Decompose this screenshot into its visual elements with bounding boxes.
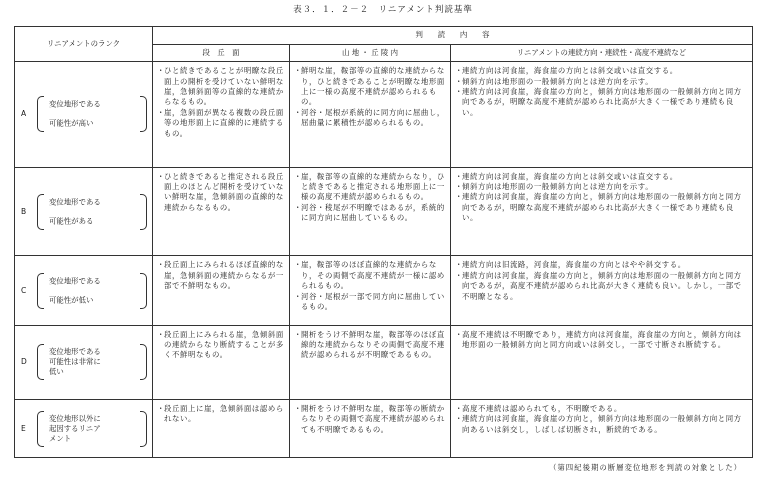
rank-label-line: 起因するリニア	[49, 423, 101, 433]
criteria-item	[294, 292, 446, 313]
rank-label-line: 変位地形である	[49, 99, 101, 109]
rank-label-line: 変位地形以外に	[49, 413, 101, 423]
right-bracket	[140, 96, 147, 132]
rank-cell	[15, 325, 153, 399]
rank-label-line: 変位地形である	[49, 276, 101, 286]
bullet-mark: ・	[157, 107, 165, 117]
criteria-text: 段丘面上にみられる崖，急傾斜面の連続からなり断続することが多く不鮮明なもの。	[164, 329, 284, 360]
rank-label-line: 可能性が低い	[49, 295, 94, 305]
terrace-cell	[153, 325, 290, 399]
table-body	[15, 62, 753, 458]
mountain-cell	[290, 256, 451, 325]
mountain-cell	[290, 325, 451, 399]
criteria-item	[455, 330, 748, 351]
bullet-mark: ・	[157, 329, 165, 339]
lineament-criteria-table	[14, 26, 753, 458]
bullet-mark: ・	[455, 270, 463, 280]
criteria-item	[157, 260, 285, 291]
right-bracket	[140, 411, 147, 447]
terrace-cell	[153, 62, 290, 167]
criteria-item	[455, 271, 748, 302]
rank-label	[49, 197, 141, 226]
criteria-text: 河谷・尾根が一部で同方向に屈曲しているもの。	[301, 291, 445, 312]
mountain-cell	[290, 400, 451, 458]
mountain-cell	[290, 167, 451, 256]
criteria-text: 高度不連続は認められても，不明瞭である。	[462, 404, 622, 414]
criteria-item	[455, 414, 748, 435]
rank-label-line: 低い	[49, 367, 64, 377]
rank-letter: D	[21, 357, 27, 367]
criteria-item	[157, 66, 285, 108]
bullet-mark: ・	[455, 414, 463, 424]
criteria-item	[455, 87, 748, 118]
bullet-mark: ・	[157, 404, 165, 414]
bullet-mark: ・	[294, 202, 302, 212]
criteria-item	[294, 108, 446, 129]
table-row	[15, 400, 753, 458]
rank-label-line: 可能性がある	[49, 216, 94, 225]
header-continuity: リニアメントの連続方向・連続性・高度不連続など	[451, 44, 753, 62]
right-bracket	[140, 344, 147, 380]
rank-letter: E	[21, 423, 26, 433]
criteria-text: 河谷・尾根が系統的に同方向に屈曲し，屈曲量に累積性が認められるもの。	[301, 107, 445, 128]
criteria-text: ひと続きであることが明瞭な段丘面上の開析を受けていない鮮明な崖，急傾斜面等の直線的な連続からなるもの。	[164, 66, 284, 107]
table-row	[15, 256, 753, 325]
bullet-mark: ・	[455, 404, 463, 414]
bullet-mark: ・	[294, 291, 302, 301]
rank-label	[49, 414, 141, 444]
table-row	[15, 62, 753, 167]
bullet-mark: ・	[455, 76, 463, 86]
criteria-text: 連続方向は河食崖，海食崖の方向と，傾斜方向は地形面の一般傾斜方向と同方向であるが，高度不連続が認められ比高が大きく連続も良い。しかし，一部で不明瞭となる。	[462, 270, 742, 301]
bullet-mark: ・	[294, 66, 302, 76]
criteria-text: 崖，鞍部等のほぼ直線的な連続からなり，その両側で高度不連続が一様に認められるもの。	[301, 260, 445, 291]
rank-label-line: 変位地形である	[49, 197, 101, 206]
rank-cell	[15, 167, 153, 256]
rank-label-line: 変位地形である	[49, 347, 101, 357]
criteria-item	[294, 172, 446, 203]
terrace-cell	[153, 400, 290, 458]
criteria-text: 河谷・稜尾が不明瞭ではあるが，系統的に同方向に屈曲しているもの。	[301, 202, 445, 223]
bullet-mark: ・	[157, 260, 165, 270]
rank-letter: B	[21, 206, 27, 216]
bullet-mark: ・	[294, 404, 302, 414]
continuity-cell	[451, 256, 753, 325]
rank-label-line: 可能性が高い	[49, 118, 94, 128]
footnote: （第四紀後期の断層変位地形を判読の対象とした）	[549, 463, 742, 472]
criteria-item	[455, 182, 748, 192]
right-bracket	[140, 273, 147, 309]
right-bracket	[140, 194, 147, 230]
bullet-mark: ・	[455, 329, 463, 339]
criteria-item	[455, 66, 748, 76]
mountain-cell	[290, 62, 451, 167]
bullet-mark: ・	[455, 171, 463, 181]
criteria-item	[157, 172, 285, 214]
left-bracket	[37, 273, 44, 309]
criteria-text: 崖，鞍部等の直線的な連続からなり，ひと続きであると推定される地形面上に一様の高度不連続が認められるもの。	[301, 171, 445, 202]
rank-cell	[15, 400, 153, 458]
table-row	[15, 325, 753, 399]
rank-letter: A	[21, 109, 27, 119]
header-mountain: 山 地 ・ 丘 陵 内	[290, 44, 451, 62]
criteria-text: 連続方向は旧流路，河食崖，海食崖の方向とはやや斜交する。	[462, 260, 686, 270]
criteria-item	[294, 203, 446, 224]
bullet-mark: ・	[455, 181, 463, 191]
continuity-cell	[451, 325, 753, 399]
criteria-item	[455, 172, 748, 182]
bullet-mark: ・	[455, 86, 463, 96]
criteria-text: ひと続きであると推定される段丘面上のほとんど開析を受けていない鮮明な崖，急傾斜面の直線的な連続からなるもの。	[164, 171, 284, 212]
rank-cell	[15, 256, 153, 325]
criteria-item	[294, 404, 446, 435]
criteria-item	[294, 260, 446, 291]
bullet-mark: ・	[455, 260, 463, 270]
rank-label	[49, 276, 141, 305]
rank-label-line: 可能性は非常に	[49, 357, 101, 367]
bullet-mark: ・	[455, 66, 463, 76]
terrace-cell	[153, 256, 290, 325]
criteria-item	[455, 260, 748, 270]
table-row	[15, 167, 753, 256]
criteria-text: 連続方向は河食崖，海食崖の方向と，傾斜方向は地形面の一般傾斜方向と同方向あるいは斜交し，しばしば切断され，断続的である。	[462, 414, 742, 434]
criteria-text: 連続方向は河食崖，海食崖の方向とは斜交或いは直交する。	[462, 66, 678, 76]
criteria-item	[294, 66, 446, 108]
criteria-item	[157, 108, 285, 139]
left-bracket	[37, 194, 44, 230]
criteria-item	[455, 404, 748, 414]
header-criteria: 判 読 内 容	[153, 27, 753, 45]
criteria-text: 鮮明な崖，鞍部等の直線的な連続からなり，ひと続きであることが明瞭な地形面上に一様の高度不連続が認められるもの。	[301, 66, 445, 107]
criteria-item	[455, 77, 748, 87]
continuity-cell	[451, 62, 753, 167]
left-bracket	[37, 96, 44, 132]
criteria-item	[294, 330, 446, 361]
bullet-mark: ・	[294, 107, 302, 117]
criteria-text: 高度不連続は不明瞭であり，連続方向は河食崖，海食崖の方向と，傾斜方向は地形面の一般傾斜方向と同方向或いは斜交し，一部で寸断され断続する。	[462, 329, 742, 350]
criteria-text: 開析をうけ不鮮明な崖，鞍部等の断続からなりその両側で高度不連続が認められても不明瞭であるもの。	[301, 404, 445, 434]
bullet-mark: ・	[455, 192, 463, 202]
header-rank: リニアメントのランク	[15, 27, 153, 62]
criteria-text: 崖，急斜面が異なる複数の段丘面等の地形面上に直線的に連続するもの。	[164, 107, 284, 138]
criteria-item	[455, 192, 748, 223]
criteria-text: 開析をうけ不鮮明な崖，鞍部等のほぼ直線的な連続からなりその両側で高度不連続が認められるが不明瞭であるもの。	[301, 329, 445, 360]
criteria-text: 連続方向は河食崖，海食崖の方向と，傾斜方向は地形面の一般傾斜方向と同方向であるが，明瞭な高度不連続が認められ比高が大きく一様であり連続も良い。	[462, 86, 742, 117]
criteria-text: 連続方向は河食崖，海食崖の方向と，傾斜方向は地形面の一般傾斜方向と同方向であるが，明瞭な高度不連続が認められ比高が大きく一様であり連続も良い。	[462, 192, 742, 223]
bullet-mark: ・	[294, 260, 302, 270]
bullet-mark: ・	[157, 171, 165, 181]
criteria-text: 段丘面上に崖，急傾斜面は認められない。	[164, 404, 284, 424]
rank-letter: C	[21, 285, 27, 295]
rank-cell	[15, 62, 153, 167]
criteria-text: 段丘面上にみられるほぼ直線的な崖，急傾斜面の連続からなるが一部で不鮮明なもの。	[164, 260, 284, 291]
criteria-item	[157, 404, 285, 425]
criteria-text: 傾斜方向は地形面の一般傾斜方向とは逆方向を示す。	[462, 181, 654, 191]
left-bracket	[37, 344, 44, 380]
rank-label	[49, 347, 141, 377]
rank-label-line: メント	[49, 433, 72, 443]
header-terrace: 段 丘 面	[153, 44, 290, 62]
criteria-text: 連続方向は河食崖，海食崖の方向とは斜交或いは直交する。	[462, 171, 678, 181]
bullet-mark: ・	[157, 66, 165, 76]
terrace-cell	[153, 167, 290, 256]
rank-label	[49, 100, 141, 129]
left-bracket	[37, 411, 44, 447]
criteria-text: 傾斜方向は地形面の一般傾斜方向とは逆方向を示す。	[462, 76, 654, 86]
criteria-item	[157, 330, 285, 361]
continuity-cell	[451, 167, 753, 256]
bullet-mark: ・	[294, 171, 302, 181]
bullet-mark: ・	[294, 329, 302, 339]
continuity-cell	[451, 400, 753, 458]
table-title: 表３．１．２－２ リニアメント判読基準	[293, 5, 473, 15]
